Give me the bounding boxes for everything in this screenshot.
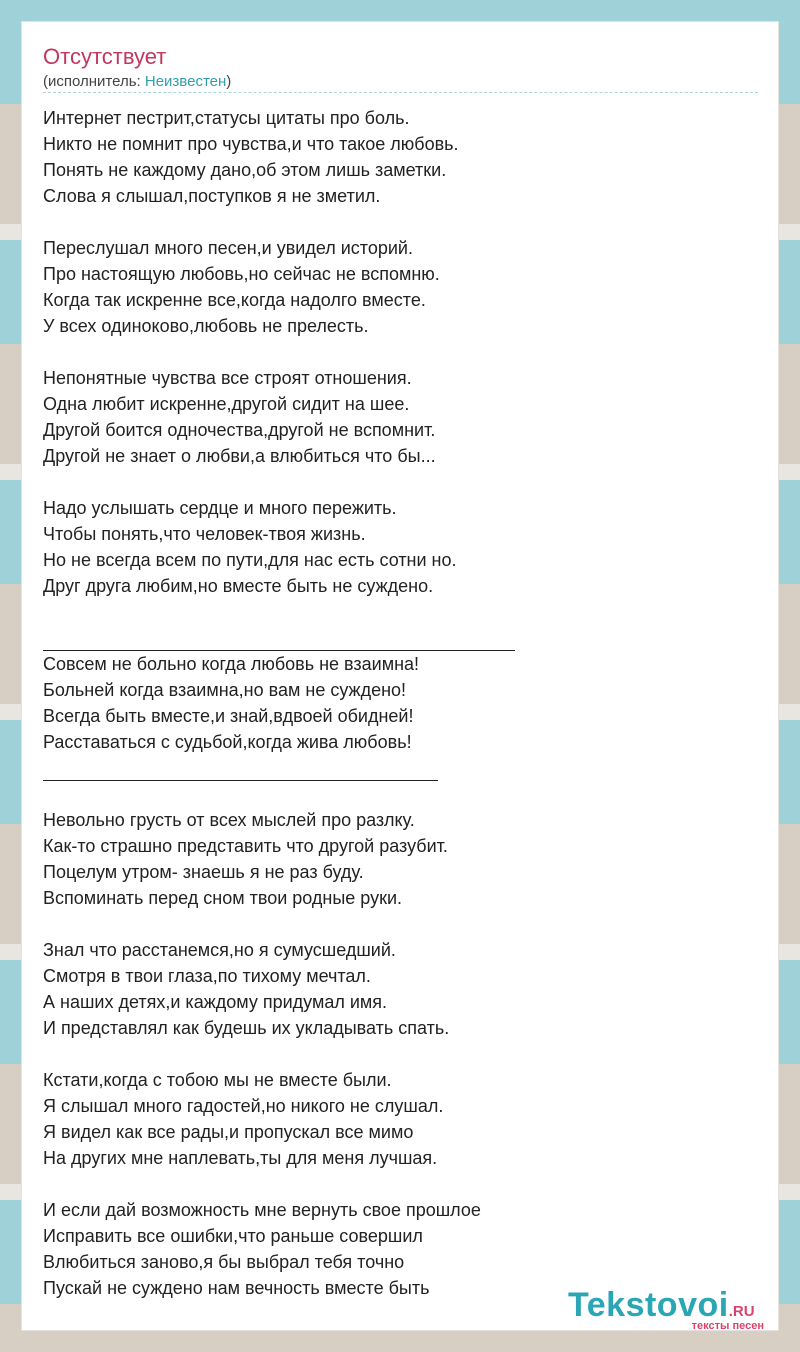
lyric-line: Всегда быть вместе,и знай,вдвоей обидней! [43, 706, 414, 726]
lyric-line: Чтобы понять,что человек-твоя жизнь. [43, 524, 366, 544]
stanza-gap [43, 781, 758, 807]
artist-link[interactable]: Неизвестен [144, 73, 227, 90]
lyric-line: Невольно грусть от всех мыслей про разлку. [43, 810, 415, 830]
lyric-line: Кстати,когда с тобою мы не вместе были. [43, 1070, 392, 1090]
stanza-gap [43, 1171, 758, 1197]
dotted-divider [43, 92, 758, 93]
lyric-line: У всех одиноково,любовь не прелесть. [43, 316, 369, 336]
stanza-gap [43, 339, 758, 365]
lyric-line: Влюбиться заново,я бы выбрал тебя точно [43, 1252, 405, 1272]
logo-name: Tekstovoi [568, 1286, 729, 1324]
artist-line [43, 72, 231, 92]
artist-prefix: (исполнитель: [43, 73, 145, 90]
stanza-gap [43, 599, 758, 625]
lyric-line: Я видел как все рады,и пропускал все мимо [43, 1122, 414, 1142]
lyric-line: Расставаться с судьбой,когда жива любовь! [43, 732, 412, 752]
lyric-line: Надо услышать сердце и много пережить. [43, 498, 397, 518]
lyric-line: И представлял как будешь их укладывать спать. [43, 1018, 450, 1038]
lyric-line: Когда так искренне все,когда надолго вместе. [43, 290, 426, 310]
lyric-line: Другой не знает о любви,а влюбиться что бы... [43, 446, 436, 466]
lyric-line: Переслушал много песен,и увидел историй. [43, 238, 413, 258]
stanza-gap [43, 1041, 758, 1067]
lyric-line: Непонятные чувства все строят отношения. [43, 368, 412, 388]
site-logo[interactable] [568, 1286, 778, 1330]
lyrics-text [43, 105, 758, 1301]
stanza-gap [43, 209, 758, 235]
lyric-line: Про настоящую любовь,но сейчас не вспомню. [43, 264, 440, 284]
lyric-line: Другой боится одночества,другой не вспомнит. [43, 420, 436, 440]
logo-domain: .RU [728, 1303, 755, 1320]
lyric-line: Смотря в твои глаза,по тихому мечтал. [43, 966, 371, 986]
lyric-line: А наших детях,и каждому придумал имя. [43, 992, 388, 1012]
lyric-line: Совсем не больно когда любовь не взаимна! [43, 654, 420, 674]
separator-rule [43, 755, 758, 781]
lyric-line: И если дай возможность мне вернуть свое прошлое [43, 1200, 481, 1220]
lyric-line: Друг друга любим,но вместе быть не суждено. [43, 576, 434, 596]
lyric-line: Одна любит искренне,другой сидит на шее. [43, 394, 410, 414]
lyric-line: Интернет пестрит,статусы цитаты про боль. [43, 108, 410, 128]
logo-tagline: тексты песен [691, 1320, 764, 1332]
lyric-line: Поцелум утром- знаешь я не раз буду. [43, 862, 364, 882]
lyric-line: Я слышал много гадостей,но никого не слушал. [43, 1096, 444, 1116]
lyric-line: На других мне наплевать,ты для меня лучшая. [43, 1148, 438, 1168]
stanza-gap [43, 469, 758, 495]
lyric-line: Исправить все ошибки,что раньше совершил [43, 1226, 423, 1246]
lyric-line: Слова я слышал,поступков я не зметил. [43, 186, 381, 206]
lyrics-card [22, 22, 778, 1330]
lyric-line: Знал что расстанемся,но я сумусшедший. [43, 940, 396, 960]
separator-rule [43, 625, 758, 651]
lyric-line: Понять не каждому дано,об этом лишь заметки. [43, 160, 447, 180]
lyric-line: Больней когда взаимна,но вам не суждено! [43, 680, 407, 700]
artist-suffix: ) [226, 73, 232, 90]
lyric-line: Но не всегда всем по пути,для нас есть сотни но. [43, 550, 457, 570]
lyric-line: Как-то страшно представить что другой разубит. [43, 836, 448, 856]
lyric-line: Пускай не суждено нам вечность вместе быть [43, 1278, 430, 1298]
song-title: Отсутствует [43, 44, 167, 69]
lyric-line: Никто не помнит про чувства,и что такое любовь. [43, 134, 459, 154]
lyric-line: Вспоминать перед сном твои родные руки. [43, 888, 403, 908]
stanza-gap [43, 911, 758, 937]
